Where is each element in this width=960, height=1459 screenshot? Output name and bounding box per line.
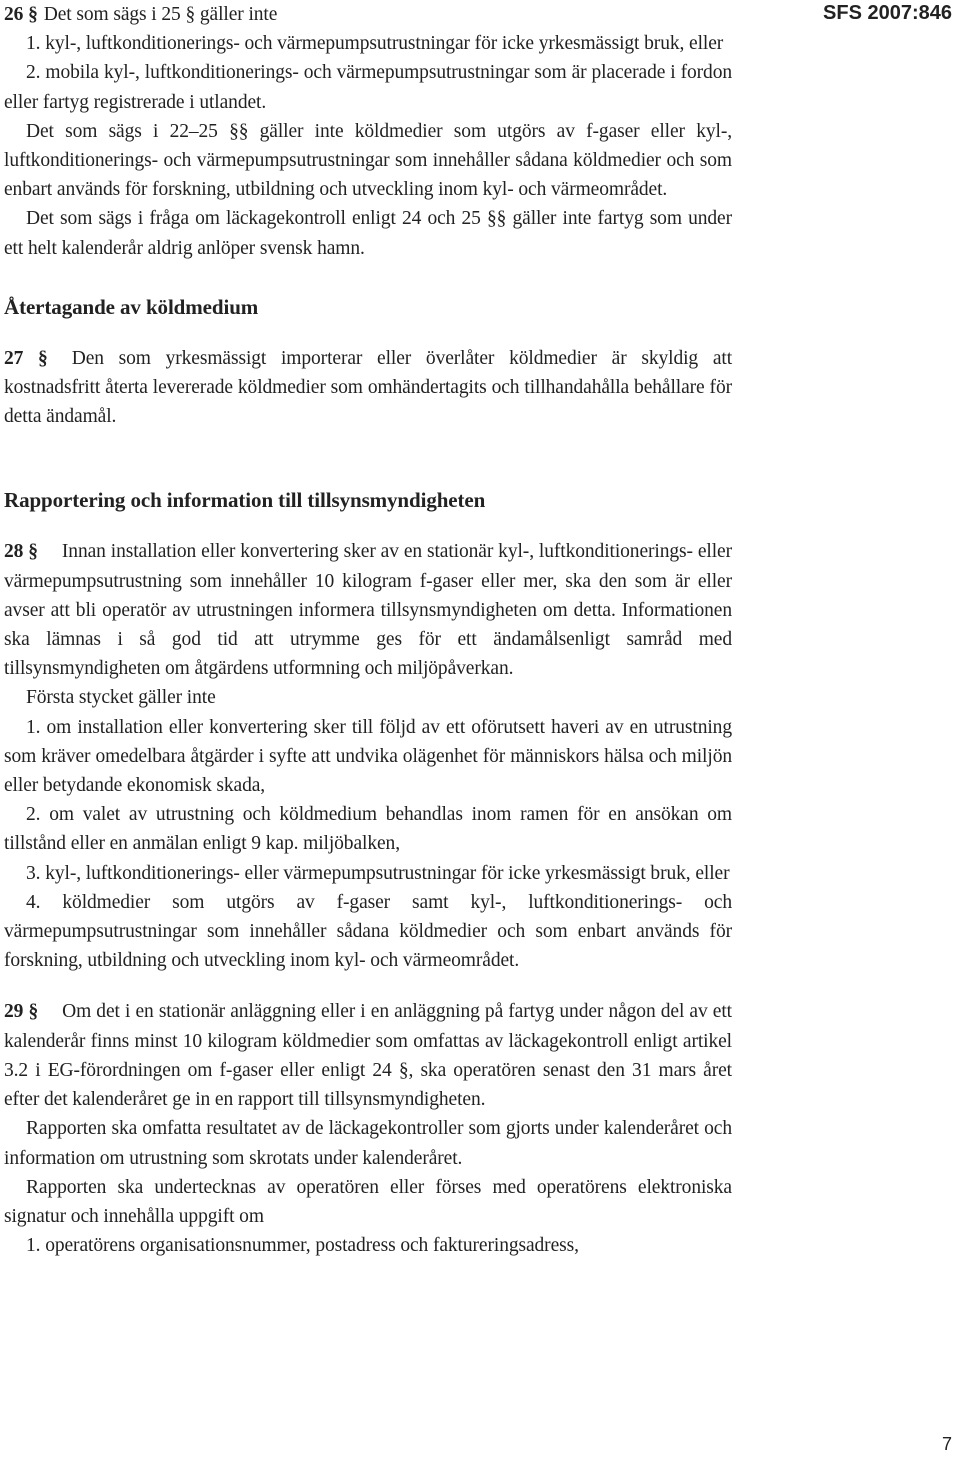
section-number: 26 § — [4, 4, 38, 25]
section-28: 28 § Innan installation eller konvertering sker av en stationär kyl-, luftkonditionerings- eller värmepumpsutrustning som innehåller 10 kilogram f-gaser eller mer, ska den som är eller avser att bli operatör av utrustningen informera tillsynsmyndigheten om detta. Informationen ska lämnas i så god tid att utrymme ges för ett ändamålsenligt samråd med tillsynsmyndigheten om åtgärdens utformning och miljöpåverkan. — [4, 541, 732, 680]
section-26-item-1: 1. kyl-, luftkonditionerings- och värmepumpsutrustningar för icke yrkesmässigt bruk, eller — [26, 33, 724, 55]
section-29-paragraph-2: Rapporten ska omfatta resultatet av de läckagekontroller som gjorts under kalenderåret och information om utrustning som skrotats under kalenderåret. — [4, 1118, 732, 1169]
section-29-paragraph-3: Rapporten ska undertecknas av operatören eller förses med operatörens elektroniska signatur och innehålla uppgift om — [4, 1176, 732, 1227]
section-number: 27 § — [4, 347, 48, 369]
document-body — [4, 0, 732, 1260]
section-26-paragraph-2: Det som sägs i 22–25 §§ gäller inte köldmedier som utgörs av f-gaser eller kyl-, luftkonditionerings- och värmepumpsutrustningar som innehåller sådana köldmedier och som enbart används för forskning, utbildning och utveckling inom kyl- och värmeområdet. — [4, 120, 732, 201]
heading-rapportering: Rapportering och information till tillsynsmyndigheten — [4, 488, 486, 513]
section-29: 29 § Om det i en stationär anläggning eller i en anläggning på fartyg under någon del av ett kalenderår finns minst 10 kilogram köldmedier som omfattas av läckagekontroll enligt artikel 3.2 i EG-förordningen om f-gaser eller enligt 24 §, ska operatören senast den 31 mars året efter det kalenderåret ge in en rapport till tillsynsmyndigheten. — [4, 1001, 732, 1111]
section-number: 28 § — [4, 541, 38, 563]
section-28-item-2: 2. om valet av utrustning och köldmedium behandlas inom ramen för en ansökan om tillstånd eller en anmälan enligt 9 kap. miljöbalken, — [4, 804, 732, 855]
section-28-item-4: 4. köldmedier som utgörs av f-gaser samt kyl-, luftkonditionerings- och värmepumpsutrustningar som innehåller sådana köldmedier och som enbart används för forskning, utbildning och utveckling inom kyl- och värmeområdet. — [4, 891, 732, 972]
heading-aterta-koldmedium: Återtagande av köldmedium — [4, 294, 259, 319]
section-28-item-3: 3. kyl-, luftkonditionerings- eller värmepumpsutrustningar för icke yrkesmässigt bruk, eller — [26, 862, 730, 884]
section-28-lead-2: Första stycket gäller inte — [26, 687, 216, 709]
section-29-item-1: 1. operatörens organisationsnummer, postadress och faktureringsadress, — [26, 1235, 579, 1257]
sfs-number: SFS 2007:846 — [823, 2, 952, 24]
section-26-lead: 26 § Det som sägs i 25 § gäller inte — [4, 4, 278, 25]
section-number: 29 § — [4, 1001, 39, 1023]
page-number: 7 — [941, 1434, 952, 1454]
section-28-item-1: 1. om installation eller konvertering sker till följd av ett oförutsett haveri av en utrustning som kräver omedelbara åtgärder i syfte att undvika olägenhet för människors hälsa och miljön eller betydande ekonomisk skada, — [4, 716, 732, 797]
section-26-item-2: 2. mobila kyl-, luftkonditionerings- och värmepumpsutrustningar som är placerade i fordon eller fartyg registrerade i utlandet. — [4, 62, 732, 113]
section-26-paragraph-3: Det som sägs i fråga om läckagekontroll enligt 24 och 25 §§ gäller inte fartyg som under ett helt kalenderår aldrig anlöper svensk hamn. — [4, 208, 732, 259]
section-27: 27 § Den som yrkesmässigt importerar eller överlåter köldmedier är skyldig att kostnadsfritt återta levererade köldmedier som omhändertagits och tillhandahålla behållare för detta ändamål. — [4, 347, 733, 428]
